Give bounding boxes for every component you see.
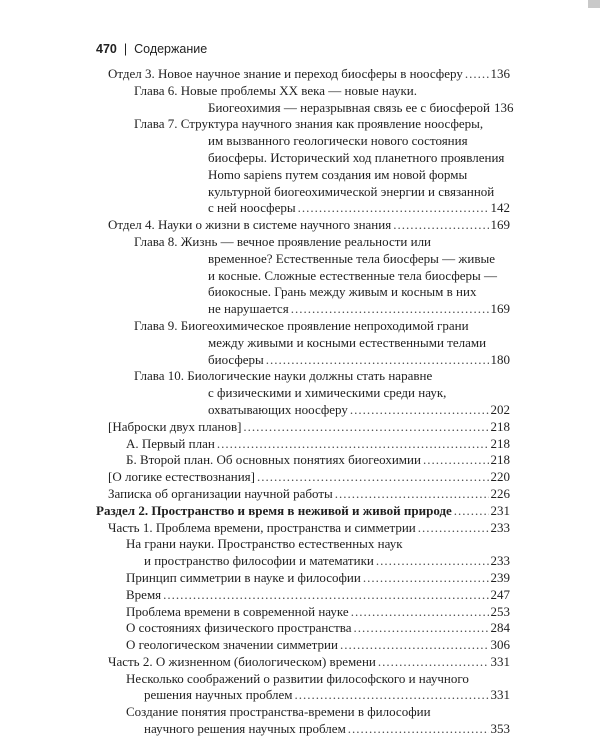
toc-entry-line: биокосные. Грань между живым и косным в них xyxy=(208,284,477,300)
toc-page-number: 306 xyxy=(490,637,510,653)
toc-entry-logic[interactable] xyxy=(96,469,510,486)
running-header xyxy=(96,42,207,56)
toc-entry-glava-9[interactable] xyxy=(96,318,510,368)
toc-page-number: 239 xyxy=(490,569,510,585)
toc-entry-title: О геологическом значении симметрии xyxy=(126,637,338,653)
toc-entry-plans[interactable] xyxy=(96,419,510,436)
toc-page-number: 231 xyxy=(490,502,510,518)
leader-dots xyxy=(266,352,489,369)
toc-page-number: 218 xyxy=(490,418,510,434)
toc-entry-glava-7[interactable] xyxy=(96,116,510,217)
toc-page-number: 136 xyxy=(490,66,510,81)
toc-entry-title: А. Первый план xyxy=(126,435,215,451)
toc-entry-otdel-3[interactable] xyxy=(96,66,510,83)
leader-dots xyxy=(163,587,488,604)
leader-dots xyxy=(257,469,489,486)
leader-dots xyxy=(350,402,489,419)
toc-entry-first-plan[interactable] xyxy=(96,436,510,453)
toc-entry-line: Глава 9. Биогеохимическое проявление непроходимой грани xyxy=(134,317,469,333)
toc-entry-line: биосферы xyxy=(208,351,264,367)
leader-dots xyxy=(465,66,489,83)
toc-page-number: 142 xyxy=(490,200,510,216)
toc-page-number: 353 xyxy=(490,721,510,737)
toc-page-number: 253 xyxy=(490,603,510,619)
toc-entry-line: Биогеохимия — неразрывная связь ее с биосферой xyxy=(208,99,490,115)
leader-dots xyxy=(351,604,489,621)
toc-entry-line: между живыми и косными естественными телами xyxy=(208,334,487,350)
table-of-contents xyxy=(96,66,514,738)
toc-page-number: 233 xyxy=(490,519,510,535)
toc-entry-razdel-2[interactable] xyxy=(96,503,510,520)
toc-page-number: 331 xyxy=(490,687,510,703)
toc-entry-line: им вызванного геологически нового состояния xyxy=(208,133,468,149)
toc-page-number: 331 xyxy=(490,653,510,669)
toc-entry-title: Записка об организации научной работы xyxy=(108,485,333,501)
toc-entry-title: Часть 2. О жизненном (биологическом) времени xyxy=(108,653,376,669)
leader-dots xyxy=(393,217,488,234)
toc-page-number: 220 xyxy=(490,469,510,485)
toc-entry-otdel-4[interactable] xyxy=(96,217,510,234)
toc-page-number: 180 xyxy=(490,351,510,367)
toc-page-number: 136 xyxy=(493,99,514,115)
toc-page-number: 218 xyxy=(490,435,510,451)
toc-entry-line: не нарушается xyxy=(208,301,289,317)
toc-entry-line: культурной биогеохимической энергии и связанной xyxy=(208,183,495,199)
toc-entry-line: Глава 7. Структура научного знания как проявление ноосферы, xyxy=(134,116,484,132)
toc-entry-title: Принцип симметрии в науке и философии xyxy=(126,569,361,585)
toc-entry-line: и пространство философии и математики xyxy=(144,553,374,569)
leader-dots xyxy=(340,637,489,654)
leader-dots xyxy=(294,687,488,704)
toc-entry-glava-10[interactable] xyxy=(96,368,510,418)
leader-dots xyxy=(454,503,489,520)
toc-entry-title: Отдел 4. Науки о жизни в системе научного знания xyxy=(108,217,392,233)
toc-entry-second-plan[interactable] xyxy=(96,452,510,469)
leader-dots xyxy=(298,200,489,217)
toc-entry-glava-6[interactable] xyxy=(96,82,514,117)
toc-entry-line: с ней ноосферы xyxy=(208,200,296,216)
leader-dots xyxy=(418,520,489,537)
page-number: 470 xyxy=(96,42,117,56)
toc-entry-line: Глава 10. Биологические науки должны стать наравне xyxy=(134,368,433,384)
toc-entry-title: [О логике естествознания] xyxy=(108,469,255,485)
toc-entry-line: На грани науки. Пространство естественных наук xyxy=(126,536,403,552)
toc-entry-line: решения научных проблем xyxy=(144,687,293,703)
toc-entry-symmetry-principle[interactable] xyxy=(96,570,510,587)
toc-page-number: 284 xyxy=(490,620,510,636)
page-corner-mark xyxy=(588,0,600,8)
leader-dots xyxy=(291,301,489,318)
toc-entry-title: Отдел 3. Новое научное знание и переход биосферы в ноосферу xyxy=(108,66,463,81)
toc-entry-line: временное? Естественные тела биосферы — живые xyxy=(208,250,495,266)
leader-dots xyxy=(363,570,489,587)
toc-entry-line: охватывающих ноосферу xyxy=(208,401,348,417)
toc-entry-time[interactable] xyxy=(96,587,510,604)
toc-entry-line: Глава 6. Новые проблемы XX века — новые науки. xyxy=(134,82,417,98)
header-title: Содержание xyxy=(134,42,208,56)
toc-entry-geological-symmetry[interactable] xyxy=(96,637,510,654)
leader-dots xyxy=(353,620,488,637)
toc-page-number: 169 xyxy=(490,217,510,233)
toc-entry-title: Часть 1. Проблема времени, пространства и симметрии xyxy=(108,519,416,535)
toc-entry-line: биосферы. Исторический ход планетного проявления xyxy=(208,149,505,165)
toc-entry-title: Б. Второй план. Об основных понятиях биогеохимии xyxy=(126,452,421,468)
toc-entry-title: О состояниях физического пространства xyxy=(126,620,352,636)
toc-entry-line: научного решения научных проблем xyxy=(144,721,346,737)
toc-entry-title: Проблема времени в современной науке xyxy=(126,603,349,619)
leader-dots xyxy=(348,721,489,738)
toc-entry-line: с физическими и химическими среди наук, xyxy=(208,385,447,401)
toc-entry-line: и косные. Сложные естественные тела биосферы — xyxy=(208,267,497,283)
leader-dots xyxy=(335,486,489,503)
header-separator: | xyxy=(123,42,128,56)
leader-dots xyxy=(423,452,489,469)
toc-entry-line: Глава 8. Жизнь — вечное проявление реальности или xyxy=(134,233,432,249)
leader-dots xyxy=(378,654,489,671)
toc-page-number: 202 xyxy=(490,401,510,417)
leader-dots xyxy=(217,436,489,453)
toc-entry-memo[interactable] xyxy=(96,486,510,503)
toc-entry-title: Раздел 2. Пространство и время в неживой и живой природе xyxy=(96,502,452,518)
toc-entry-chast-2[interactable] xyxy=(96,654,510,671)
toc-entry-na-grani-nauki[interactable] xyxy=(96,536,510,570)
toc-entry-glava-8[interactable] xyxy=(96,234,510,318)
toc-entry-time-problem[interactable] xyxy=(96,604,510,621)
toc-page-number: 169 xyxy=(490,301,510,317)
toc-page-number: 218 xyxy=(490,452,510,468)
toc-entry-philosophy-thoughts[interactable] xyxy=(96,671,510,705)
toc-entry-line: Несколько соображений о развитии философского и научного xyxy=(126,670,469,686)
toc-entry-title: [Наброски двух планов] xyxy=(108,418,242,434)
toc-entry-title: Время xyxy=(126,586,162,602)
toc-page-number: 247 xyxy=(490,586,510,602)
toc-page-number: 233 xyxy=(490,553,510,569)
toc-page-number: 226 xyxy=(490,485,510,501)
toc-entry-line: Homo sapiens путем создания им новой формы xyxy=(208,166,468,182)
toc-entry-space-states[interactable] xyxy=(96,620,510,637)
leader-dots xyxy=(376,553,489,570)
toc-entry-line: Создание понятия пространства-времени в философии xyxy=(126,704,431,720)
toc-entry-spacetime-concept[interactable] xyxy=(96,704,510,738)
leader-dots xyxy=(243,419,488,436)
toc-entry-chast-1[interactable] xyxy=(96,520,510,537)
